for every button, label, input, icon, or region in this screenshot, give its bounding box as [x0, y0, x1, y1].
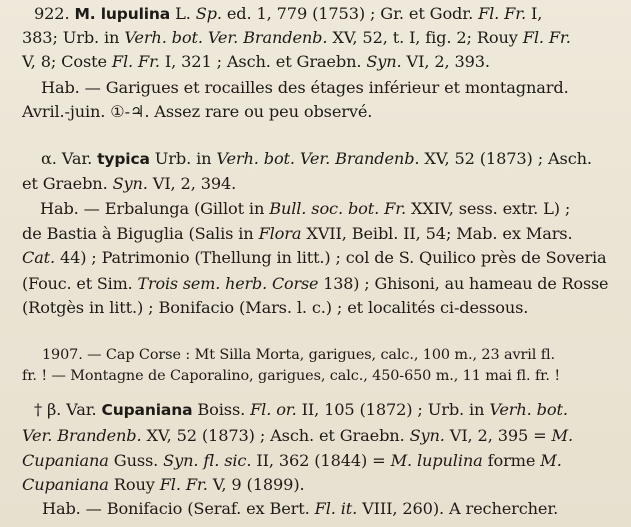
text-line [22, 296, 528, 320]
text-line [42, 497, 558, 521]
text-segment: typica [97, 150, 150, 168]
text-segment: Cat. [22, 248, 55, 267]
text-line [34, 398, 568, 422]
text-segment: Urb. in [149, 149, 217, 168]
text-line [22, 449, 562, 473]
text-segment: Guss. [108, 451, 164, 470]
text-segment: XV, 52 (1873) ; Asch. [419, 149, 592, 168]
text-segment: VI, 2, 394. [147, 174, 237, 193]
text-segment: Fl. it. [314, 499, 358, 518]
text-line [22, 222, 572, 246]
text-segment: Trois sem. herb. Corse [137, 274, 319, 293]
text-segment: Cupaniana [101, 401, 193, 419]
text-segment: 1907. — Cap Corse : Mt Silla Morta, garigues, calc., 100 m., 23 avril fl. [42, 347, 555, 363]
text-segment: V, 9 (1899). [207, 475, 305, 494]
text-segment: Avril.-juin. ①-♃. Assez rare ou peu observé. [22, 102, 373, 121]
text-segment: α. Var. [41, 149, 98, 168]
text-segment: M. lupulina [74, 5, 171, 23]
text-line [22, 424, 573, 448]
text-segment: I, 321 ; Asch. et Graebn. [159, 52, 367, 71]
text-segment: Verh. bot. [489, 400, 568, 419]
text-segment: L. [170, 4, 196, 23]
text-segment: Syn. [112, 174, 148, 193]
text-line [40, 197, 570, 221]
text-segment: 44) ; Patrimonio (Thellung in litt.) ; col de S. Quilico près de Soveria [54, 248, 607, 267]
text-segment: (Rotgès in litt.) ; Bonifacio (Mars. l. c.) ; et localités ci-dessous. [22, 298, 529, 317]
text-line [22, 172, 236, 196]
text-segment: VI, 2, 393. [401, 52, 490, 71]
text-segment: (Fouc. et Sim. [22, 274, 138, 293]
text-segment: Boiss. [192, 400, 251, 419]
text-segment: Fl. Fr. [478, 4, 527, 23]
text-line [34, 2, 542, 26]
text-segment: Flora [258, 224, 302, 243]
text-segment: 922. [34, 4, 75, 23]
text-segment: ed. 1, 779 (1753) ; Gr. et Godr. [221, 4, 479, 23]
text-segment: I, [526, 4, 543, 23]
text-segment: Cupaniana [22, 451, 109, 470]
text-segment: Fl. or. [250, 400, 297, 419]
text-segment: VIII, 260). A rechercher. [357, 499, 559, 518]
text-line [22, 26, 571, 50]
text-segment: XXIV, sess. extr. L) ; [406, 199, 571, 218]
text-segment: M. lupulina [390, 451, 483, 470]
text-segment: forme [482, 451, 541, 470]
text-segment: Verh. bot. Ver. Brandenb. [124, 28, 328, 47]
text-segment: Sp. [195, 4, 222, 23]
text-segment: Fl. Fr. [159, 475, 208, 494]
text-line [41, 147, 592, 171]
text-line [22, 363, 560, 388]
text-segment: Syn. [409, 426, 445, 445]
text-segment: et Graebn. [22, 174, 113, 193]
text-segment: Hab. — Erbalunga (Gillot in [40, 199, 270, 218]
text-segment: XV, 52 (1873) ; Asch. et Graebn. [141, 426, 410, 445]
text-segment: Fl. Fr. [111, 52, 160, 71]
text-segment: II, 362 (1844) = [251, 451, 391, 470]
text-segment: Fl. Fr. [522, 28, 571, 47]
text-segment: Cupaniana [22, 475, 109, 494]
text-segment: XVII, Beibl. II, 54; Mab. ex Mars. [301, 224, 573, 243]
text-segment: II, 105 (1872) ; Urb. in [296, 400, 490, 419]
text-segment: † β. Var. [34, 400, 102, 419]
text-segment: fr. ! — Montagne de Caporalino, garigues, calc., 450-650 m., 11 mai fl. fr. ! [22, 368, 560, 384]
text-segment: 383; Urb. in [22, 28, 125, 47]
text-line [22, 100, 372, 124]
text-segment: Verh. bot. Ver. Brandenb. [216, 149, 420, 168]
text-segment: Rouy [108, 475, 160, 494]
text-segment: Bull. soc. bot. Fr. [269, 199, 407, 218]
text-segment: Hab. — Bonifacio (Seraf. ex Bert. [42, 499, 315, 518]
text-segment: M. [540, 451, 562, 470]
text-segment: de Bastia à Biguglia (Salis in [22, 224, 259, 243]
text-segment: V, 8; Coste [22, 52, 112, 71]
text-segment: 138) ; Ghisoni, au hameau de Rosse [318, 274, 609, 293]
text-line [41, 76, 569, 100]
text-line [22, 246, 606, 270]
text-segment: Hab. — Garigues et rocailles des étages inférieur et montagnard. [41, 78, 569, 97]
text-segment: M. [551, 426, 573, 445]
text-segment: Ver. Brandenb. [22, 426, 142, 445]
text-segment: XV, 52, t. I, fig. 2; Rouy [327, 28, 523, 47]
text-segment: Syn. fl. sic. [163, 451, 252, 470]
text-segment: VI, 2, 395 = [444, 426, 552, 445]
text-line [22, 50, 490, 74]
text-line [22, 272, 608, 296]
text-segment: Syn. [366, 52, 402, 71]
text-line [22, 473, 304, 497]
